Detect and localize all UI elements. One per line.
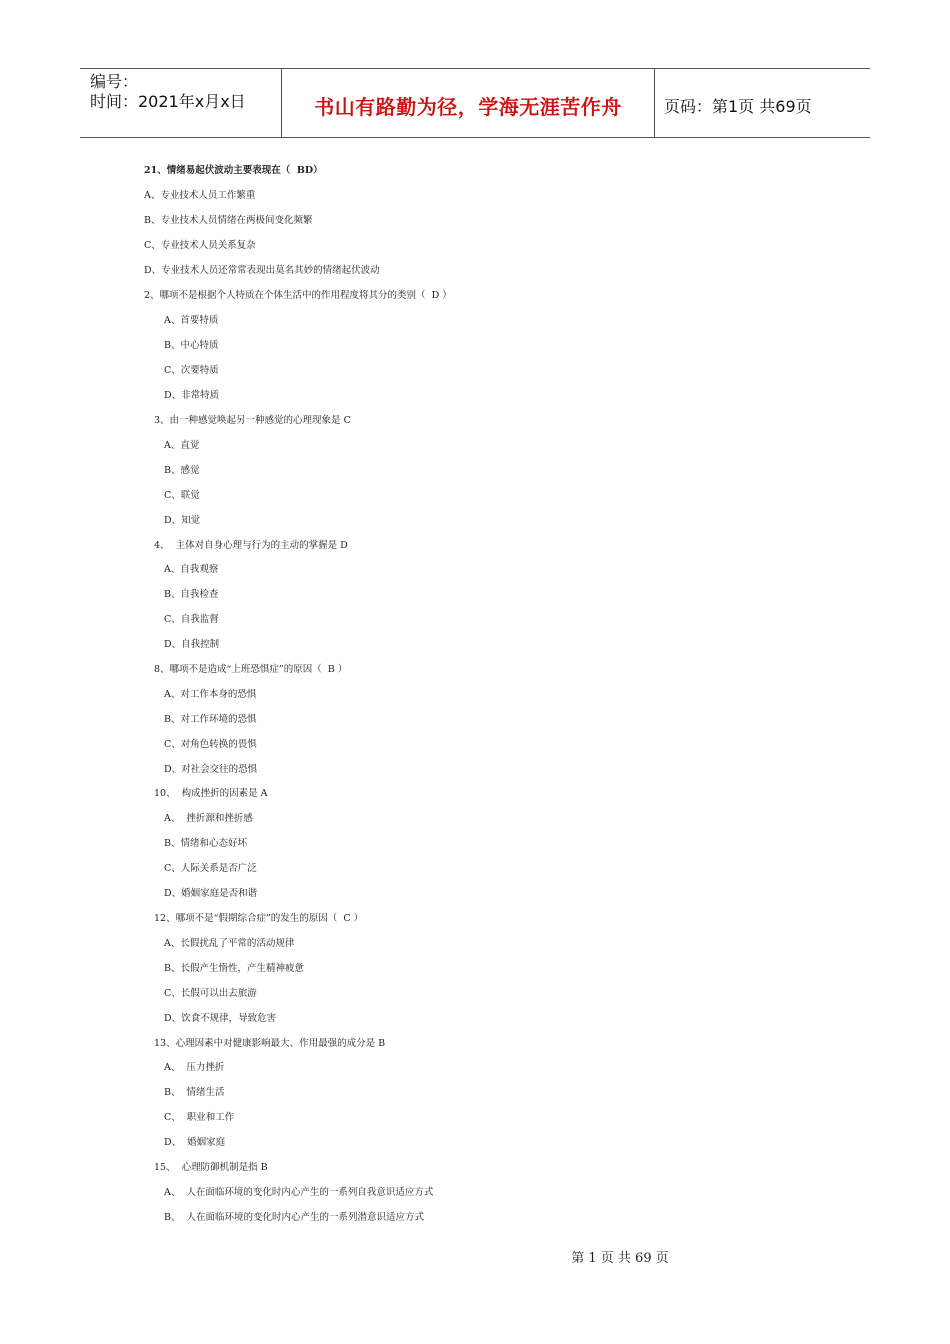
answer-option: C、长假可以出去旅游 [164, 988, 257, 999]
header-page-info: 页码：第1页 共69页 [664, 97, 812, 116]
answer-option: C、人际关系是否广泛 [164, 863, 257, 874]
question-text: 12、哪项不是“假期综合症”的发生的原因（ C ） [154, 913, 364, 924]
answer-option: C、对角色转换的畏惧 [164, 739, 257, 750]
answer-option: A、自我观察 [164, 564, 219, 575]
answer-option: C、自我监督 [164, 614, 219, 625]
question-text: 21、情绪易起伏波动主要表现在（ BD） [144, 165, 323, 176]
answer-option: A、 压力挫折 [164, 1062, 225, 1073]
answer-option: A、长假扰乱了平常的活动规律 [164, 938, 295, 949]
answer-option: B、情绪和心态好坏 [164, 838, 247, 849]
answer-option: A、对工作本身的恐惧 [164, 689, 257, 700]
header-meta [90, 72, 246, 112]
question-text: 4、 主体对自身心理与行为的主动的掌握是 D [154, 540, 348, 551]
header-divider [654, 69, 655, 137]
question-text: 2、哪项不是根据个人特质在个体生活中的作用程度将其分的类别（ D ） [144, 290, 452, 301]
answer-option: A、 人在面临环境的变化时内心产生的一系列自我意识适应方式 [164, 1187, 434, 1198]
page-footer [0, 1247, 950, 1266]
answer-option: B、对工作环境的恐惧 [164, 714, 257, 725]
answer-option: D、 婚姻家庭 [164, 1137, 226, 1148]
answer-option: D、非常特质 [164, 390, 220, 401]
document-date: 时间：2021年x月x日 [90, 92, 246, 111]
answer-option: A、专业技术人员工作繁重 [144, 190, 256, 201]
answer-option: A、直觉 [164, 440, 200, 451]
question-text: 3、由一种感觉唤起另一种感觉的心理现象是 C [154, 415, 351, 426]
footer-page-number: 第 1 页 共 69 页 [571, 1251, 669, 1266]
answer-option: B、自我检查 [164, 589, 219, 600]
answer-option: B、专业技术人员情绪在两极间变化频繁 [144, 215, 313, 226]
question-text: 15、 心理防御机制是指 B [154, 1162, 268, 1173]
answer-option: B、长假产生惰性，产生精神疲惫 [164, 963, 304, 974]
answer-option: D、婚姻家庭是否和谐 [164, 888, 258, 899]
answer-option: C、 职业和工作 [164, 1112, 235, 1123]
document-number-label: 编号： [90, 72, 139, 91]
answer-option: A、 挫折源和挫折感 [164, 813, 253, 824]
question-text: 10、 构成挫折的因素是 A [154, 788, 268, 799]
page-header [80, 68, 870, 138]
answer-option: D、饮食不规律，导致危害 [164, 1013, 277, 1024]
answer-option: D、对社会交往的恐惧 [164, 764, 258, 775]
answer-option: C、联觉 [164, 490, 200, 501]
answer-option: D、专业技术人员还常常表现出莫名其妙的情绪起伏波动 [144, 265, 380, 276]
answer-option: A、首要特质 [164, 315, 219, 326]
answer-option: C、次要特质 [164, 365, 219, 376]
answer-option: B、感觉 [164, 465, 200, 476]
answer-option: B、中心特质 [164, 340, 219, 351]
header-motto: 书山有路勤为径，学海无涯苦作舟 [314, 95, 622, 119]
answer-option: C、专业技术人员关系复杂 [144, 240, 256, 251]
answer-option: D、自我控制 [164, 639, 220, 650]
answer-option: D、知觉 [164, 515, 201, 526]
question-text: 13、心理因素中对健康影响最大、作用最强的成分是 B [154, 1038, 386, 1049]
question-text: 8、哪项不是造成“上班恐惧症”的原因（ B ） [154, 664, 348, 675]
answer-option: B、 情绪生活 [164, 1087, 225, 1098]
answer-option: B、 人在面临环境的变化时内心产生的一系列潜意识适应方式 [164, 1212, 425, 1223]
